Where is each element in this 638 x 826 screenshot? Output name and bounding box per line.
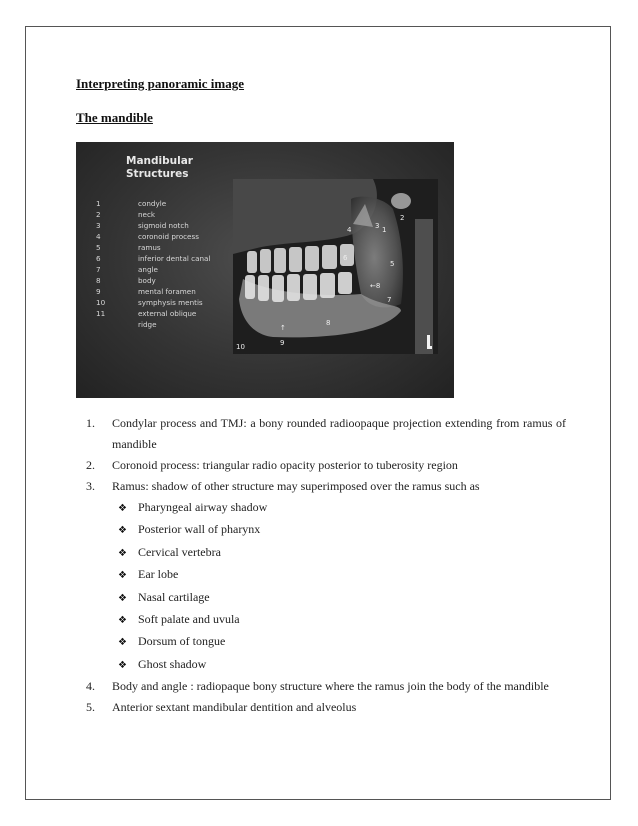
xray-label-7: 7: [387, 296, 392, 304]
bullet-item: ❖ Cervical vertebra: [118, 542, 566, 564]
bullet-item: ❖ Ear lobe: [118, 564, 566, 586]
xray-label-9: 9: [280, 339, 285, 347]
legend-row: 2 neck: [96, 210, 156, 219]
xray-label-1: 1: [382, 226, 387, 234]
list-item: 1. Condylar process and TMJ: a bony rounded radioopaque projection extending from ramus of mandible: [86, 416, 566, 451]
diamond-bullet-icon: ❖: [118, 637, 127, 649]
subsection-heading: The mandible: [76, 110, 153, 125]
section-heading: Interpreting panoramic image: [76, 76, 245, 91]
xray-label-6: 6: [343, 254, 348, 262]
legend-row: 5 ramus: [96, 243, 161, 252]
legend-row: 6 inferior dental canal: [96, 254, 211, 263]
panoramic-xray-image: [233, 179, 438, 354]
diamond-bullet-icon: ❖: [118, 525, 127, 537]
legend-row: 1 condyle: [96, 199, 167, 208]
list-item: 2. Coronoid process: triangular radio opacity posterior to tuberosity region: [86, 458, 458, 472]
legend-row: 9 mental foramen: [96, 287, 196, 296]
figure-legend: [96, 198, 210, 330]
legend-row: 11 external oblique: [96, 309, 197, 318]
superimposed-structures-list: [112, 497, 566, 676]
bullet-item: ❖ Dorsum of tongue: [118, 631, 566, 653]
diamond-bullet-icon: ❖: [118, 547, 127, 559]
legend-row: 8 body: [96, 276, 156, 285]
bullet-item: ❖ Nasal cartilage: [118, 587, 566, 609]
legend-row: 4 coronoid process: [96, 232, 199, 241]
bullet-item: ❖ Soft palate and uvula: [118, 609, 566, 631]
diamond-bullet-icon: ❖: [118, 659, 127, 671]
orientation-marker: [427, 335, 432, 349]
legend-row: 3 sigmoid notch: [96, 221, 189, 230]
diamond-bullet-icon: ❖: [118, 615, 127, 627]
diamond-bullet-icon: ❖: [118, 570, 127, 582]
list-item: 3. Ramus: shadow of other structure may superimposed over the ramus such as ❖ Pharyngeal airway shadow ❖ Posterior wall of pharynx ❖ Cervical vertebra ❖ Ear lobe ❖ Nasal cartilage ❖ Soft palate and uvula ❖ Dorsum of tongue ❖ Ghost shadow: [86, 476, 566, 676]
legend-row: 7 angle: [96, 265, 158, 274]
list-item: 5. Anterior sextant mandibular dentition and alveolus: [86, 700, 357, 715]
bullet-item: ❖ Ghost shadow: [118, 654, 566, 676]
xray-label-2: 2: [400, 214, 405, 222]
legend-row: 10 symphysis mentis: [96, 298, 203, 307]
diamond-bullet-icon: ❖: [118, 503, 127, 514]
legend-continuation: ridge: [138, 320, 157, 329]
xray-arrow-9: ↑: [280, 324, 286, 332]
xray-label-arrow-8: ←8: [370, 282, 381, 290]
bullet-item: ❖ Posterior wall of pharynx: [118, 519, 566, 541]
xray-label-4: 4: [347, 226, 352, 234]
diamond-bullet-icon: ❖: [118, 592, 127, 604]
mandibular-structures-figure: [76, 142, 454, 398]
xray-label-5: 5: [390, 260, 395, 268]
xray-label-10: 10: [236, 343, 245, 351]
mandible-structures-list: [86, 413, 566, 718]
list-item: 4. Body and angle : radiopaque bony structure where the ramus join the body of the mandible: [86, 679, 549, 694]
bullet-item: ❖ Pharyngeal airway shadow: [118, 497, 566, 519]
xray-label-8: 8: [326, 319, 331, 327]
xray-label-3: 3: [375, 222, 380, 230]
figure-title: Mandibular Structures: [126, 155, 193, 180]
